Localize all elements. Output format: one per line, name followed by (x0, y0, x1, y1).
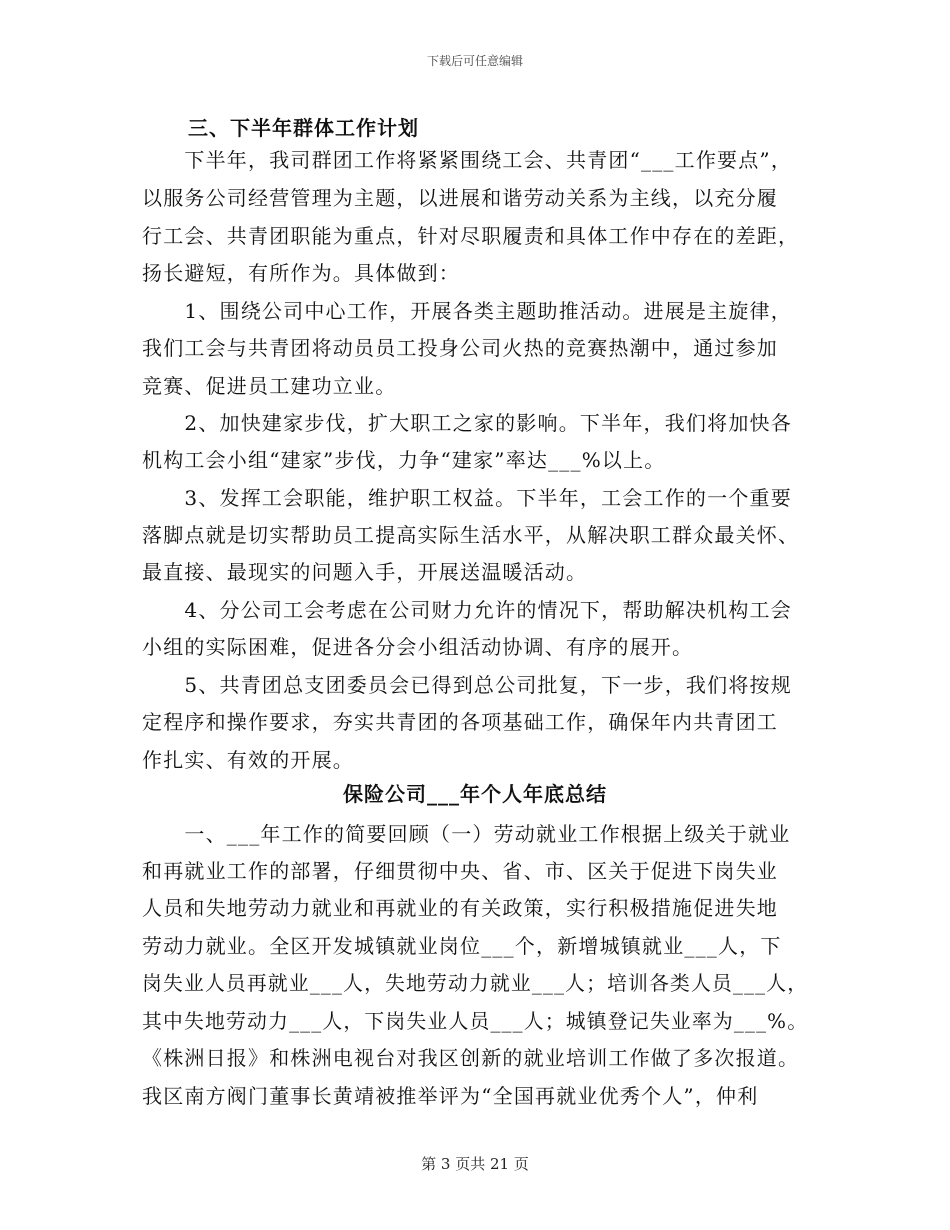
page-footer: 第 3 页共 21 页 (421, 1155, 529, 1173)
body-line: 扬长避短，有所作为。具体做到： (142, 261, 460, 285)
body-line: 竞赛、促进员工建功立业。 (142, 374, 397, 398)
body-line: 2、加快建家步伐，扩大职工之家的影响。下半年，我们将加快各 (142, 411, 792, 435)
body-line: 以服务公司经营管理为主题，以进展和谐劳动关系为主线，以充分履 (142, 186, 778, 210)
body-line: 定程序和操作要求，夯实共青团的各项基础工作，确保年内共青团工 (142, 710, 778, 734)
body-line: 落脚点就是切实帮助员工提高实际生活水平，从解决职工群众最关怀、 (142, 523, 800, 547)
body-line: 4、分公司工会考虑在公司财力允许的情况下，帮助解决机构工会 (142, 598, 792, 622)
body-line: 小组的实际困难，促进各分会小组活动协调、有序的展开。 (142, 635, 694, 659)
body-line: 岗失业人员再就业___人，失地劳动力就业___人；培训各类人员___人， (142, 971, 809, 995)
document-title: 保险公司___年个人年底总结 (343, 782, 607, 806)
body-line: 1、围绕公司中心工作，开展各类主题助推活动。进展是主旋律， (142, 299, 792, 323)
body-line: 和再就业工作的部署，仔细贯彻中央、省、市、区关于促进下岗失业 (142, 859, 778, 883)
body-line: 5、共青团总支团委员会已得到总公司批复，下一步，我们将按规 (142, 673, 792, 697)
body-line: 最直接、最现实的问题入手，开展送温暖活动。 (142, 560, 588, 584)
body-line: 一、___年工作的简要回顾（一）劳动就业工作根据上级关于就业 (142, 822, 791, 846)
body-line: 机构工会小组“建家”步伐，力争“建家”率达___%以上。 (142, 448, 666, 472)
body-line: 劳动力就业。全区开发城镇就业岗位___个，新增城镇就业___人，下 (142, 934, 782, 958)
body-line: 作扎实、有效的开展。 (142, 748, 354, 772)
body-line: 《株洲日报》和株洲电视台对我区创新的就业培训工作做了多次报道。 (142, 1046, 800, 1070)
body-line: 人员和失地劳动力就业和再就业的有关政策，实行积极措施促进失地 (142, 896, 778, 920)
body-line: 其中失地劳动力___人，下岗失业人员___人；城镇登记失业率为___%。 (142, 1009, 809, 1033)
body-line: 我们工会与共青团将动员员工投身公司火热的竞赛热潮中，通过参加 (142, 336, 778, 360)
body-line: 下半年，我司群团工作将紧紧围绕工会、共青团“___工作要点”， (142, 148, 793, 172)
body-line: 我区南方阀门董事长黄靖被推举评为“全国再就业优秀个人”，仲利 (142, 1084, 759, 1108)
page-header: 下载后可任意编辑 (426, 54, 523, 68)
section-heading: 三、下半年群体工作计划 (188, 116, 419, 140)
body-line: 3、发挥工会职能，维护职工权益。下半年，工会工作的一个重要 (142, 486, 792, 510)
body-line: 行工会、共青团职能为重点，针对尽职履责和具体工作中存在的差距， (142, 224, 800, 248)
